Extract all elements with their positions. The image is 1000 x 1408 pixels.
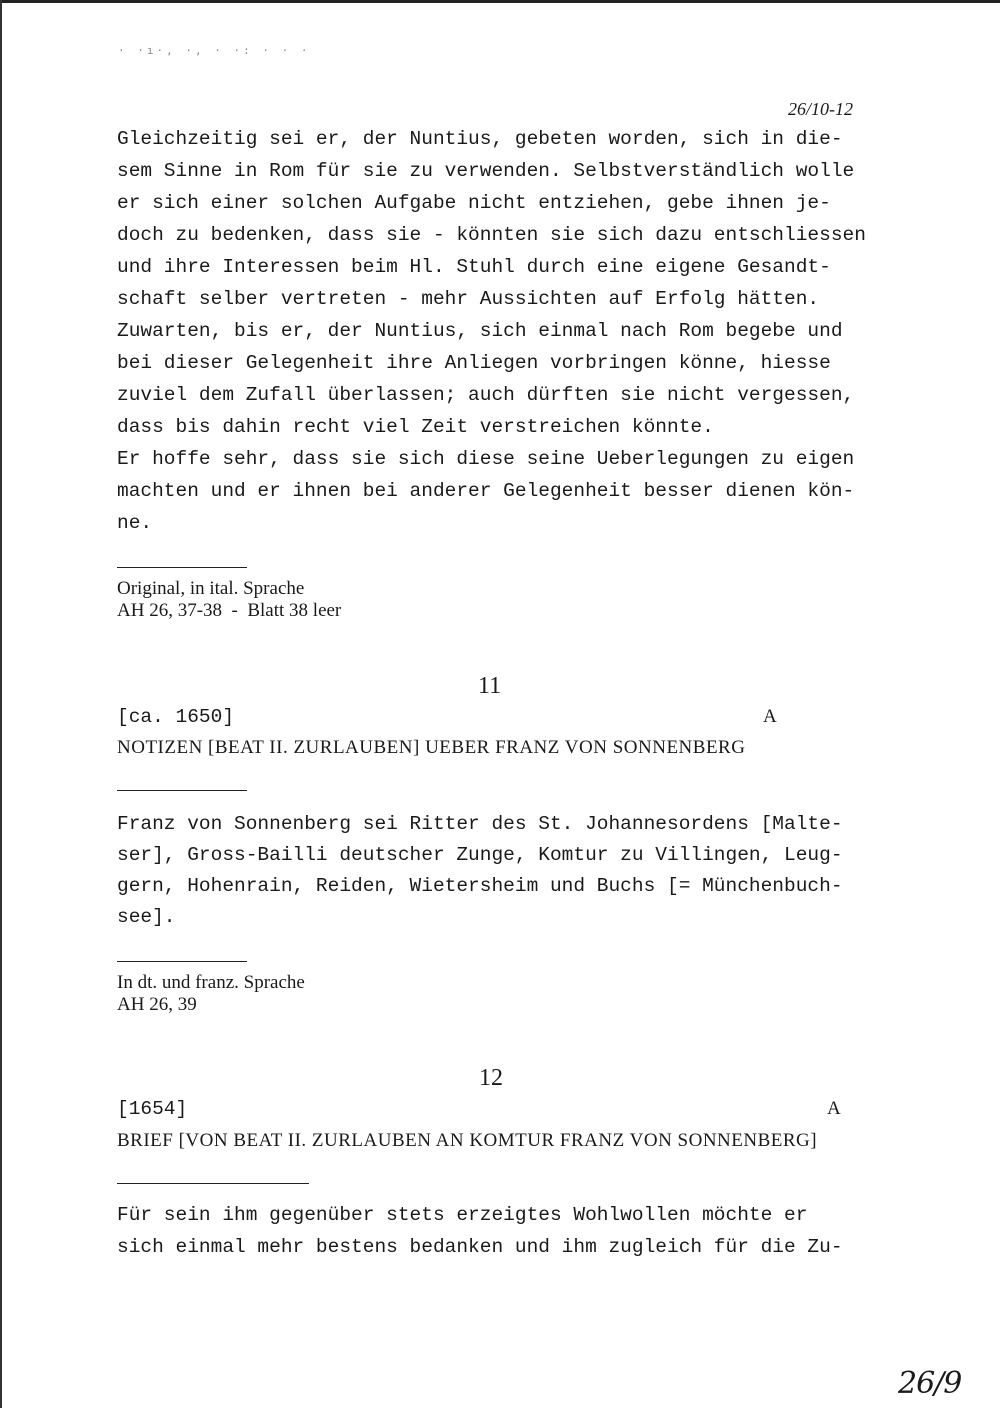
scan-artifact: · ·ı·, ·, · ·: · · · <box>118 44 311 57</box>
document-category: A <box>827 1098 841 1119</box>
document-number: 12 <box>479 1065 503 1091</box>
scan-edge-top <box>0 0 1000 3</box>
handwritten-page-number: 26/9 <box>898 1366 962 1401</box>
text-line: zuviel dem Zufall überlassen; auch dürften sie nicht vergessen, <box>117 384 855 406</box>
document-title: BRIEF [VON BEAT II. ZURLAUBEN AN KOMTUR FRANZ VON SONNENBERG] <box>117 1130 818 1151</box>
text-line: see]. <box>117 906 176 928</box>
source-note: In dt. und franz. Sprache <box>117 972 305 993</box>
text-line: machten und er ihnen bei anderer Gelegenheit besser dienen kön- <box>117 480 855 502</box>
text-line: Für sein ihm gegenüber stets erzeigtes Wohlwollen möchte er <box>117 1204 808 1226</box>
text-line: er sich einer solchen Aufgabe nicht entziehen, gebe ihnen je- <box>117 192 831 214</box>
text-line: Er hoffe sehr, dass sie sich diese seine Ueberlegungen zu eigen <box>117 448 855 470</box>
text-line: sem Sinne in Rom für sie zu verwenden. Selbstverständlich wolle <box>117 160 855 182</box>
text-line: Zuwarten, bis er, der Nuntius, sich einmal nach Rom begebe und <box>117 320 843 342</box>
document-category: A <box>763 706 777 727</box>
divider <box>117 567 247 568</box>
text-line: ser], Gross-Bailli deutscher Zunge, Komtur zu Villingen, Leug- <box>117 844 843 866</box>
page-reference: 26/10-12 <box>788 99 853 119</box>
text-line: sich einmal mehr bestens bedanken und ihm zugleich für die Zu- <box>117 1236 843 1258</box>
text-line: Franz von Sonnenberg sei Ritter des St. Johannesordens [Malte- <box>117 813 843 835</box>
document-date: [ca. 1650] <box>117 706 235 728</box>
text-line: und ihre Interessen beim Hl. Stuhl durch eine eigene Gesandt- <box>117 256 831 278</box>
document-number: 11 <box>478 673 502 699</box>
text-line: gern, Hohenrain, Reiden, Wietersheim und Buchs [= Münchenbuch- <box>117 875 843 897</box>
text-line: dass bis dahin recht viel Zeit verstreichen könnte. <box>117 416 714 438</box>
archive-reference: AH 26, 37-38 - Blatt 38 leer <box>117 600 342 621</box>
document-date: [1654] <box>117 1098 188 1120</box>
text-line: Gleichzeitig sei er, der Nuntius, gebeten worden, sich in die- <box>117 128 843 150</box>
document-title: NOTIZEN [BEAT II. ZURLAUBEN] UEBER FRANZ VON SONNENBERG <box>117 737 746 758</box>
text-line: schaft selber vertreten - mehr Aussichten auf Erfolg hätten. <box>117 288 820 310</box>
divider <box>117 790 247 791</box>
archive-reference: AH 26, 39 <box>117 994 197 1015</box>
text-line: bei dieser Gelegenheit ihre Anliegen vorbringen könne, hiesse <box>117 352 831 374</box>
text-line: ne. <box>117 512 153 534</box>
scan-edge-left <box>0 0 2 1408</box>
source-note: Original, in ital. Sprache <box>117 578 305 599</box>
divider <box>117 961 247 962</box>
divider <box>117 1183 309 1184</box>
text-line: doch zu bedenken, dass sie - könnten sie sich dazu entschliessen <box>117 224 866 246</box>
